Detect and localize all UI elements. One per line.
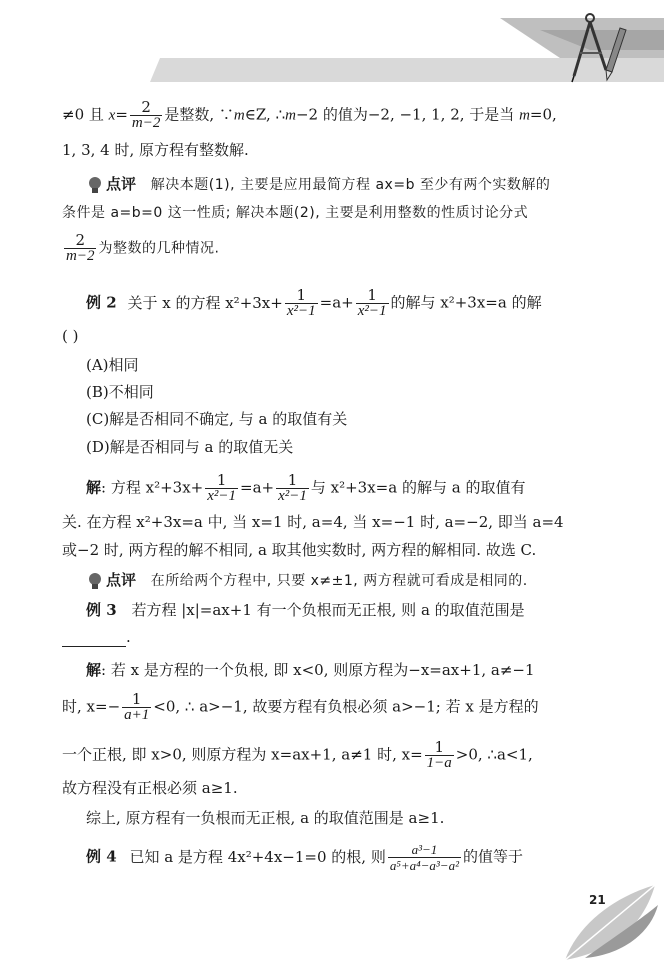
text-line: 1, 3, 4 时, 原方程有整数解. — [62, 141, 249, 159]
blank-line — [62, 632, 126, 647]
text-line: 一个正根, 即 x>0, 则原方程为 x=ax+1, a≠1 时, x= $\frac{1}{1-a}$ >0, ∴a<1, — [62, 738, 533, 771]
fraction: $\frac{1}{1-a}$ — [426, 738, 452, 771]
text-line: 故方程没有正根必须 a≥1. — [62, 779, 238, 797]
text-line: 关. 在方程 x²+3x=a 中, 当 x=1 时, a=4, 当 x=−1 时, a=−2, 即当 a=4 — [62, 513, 564, 531]
text-line: ≠0 且 x= $\frac{2}{m-2}$ 是整数, ∵m∈Z, ∴m−2 的值为−2, −1, 1, 2, 于是当 m=0, — [62, 98, 557, 131]
option-a: (A)相同 — [86, 356, 139, 374]
example-4: 例 4 已知 a 是方程 4x²+4x−1=0 的根, 则 $\frac{\text{a³−1}}{\text{a⁵+a⁴−a³−a²}}$ 的值等于 — [86, 842, 523, 873]
solution-2: 解: 方程 x²+3x+ $\frac{1}{\text{x²−1}}$ =a+ $\frac{1}{\text{x²−1}}$ 与 x²+3x=a 的解与 a 的取值有 — [86, 471, 526, 504]
compass-icon — [560, 8, 640, 83]
fraction: $\frac{1}{\text{x²−1}}$ — [357, 286, 387, 319]
page-number: 21 — [589, 893, 606, 907]
fraction: $\frac{\text{a³−1}}{\text{a⁵+a⁴−a³−a²}}$ — [389, 842, 459, 873]
answer-blank: . — [62, 627, 131, 647]
fraction: $\frac{2}{m-2}$ — [66, 231, 95, 264]
text-line: 综上, 原方程有一负根而无正根, a 的取值范围是 a≥1. — [86, 809, 445, 827]
solution-3: 解: 若 x 是方程的一个负根, 即 x<0, 则原方程为−x=ax+1, a≠−1 — [86, 661, 535, 679]
leaf-decoration — [560, 880, 660, 965]
lightbulb-icon — [86, 571, 104, 591]
lightbulb-icon — [86, 175, 104, 195]
fraction: $\frac{1}{\text{x²−1}}$ — [286, 286, 316, 319]
text-line: 或−2 时, 两方程的解不相同, a 取其他实数时, 两方程的解相同. 故选 C. — [62, 541, 537, 559]
option-c: (C)解是否相同不确定, 与 a 的取值有关 — [86, 410, 348, 428]
example-3: 例 3 若方程 |x|=ax+1 有一个负根而无正根, 则 a 的取值范围是 — [86, 601, 525, 619]
fraction: $\frac{1}{\text{x²−1}}$ — [207, 471, 236, 504]
example-2: 例 2 关于 x 的方程 x²+3x+ $\frac{1}{\text{x²−1}}$ =a+ $\frac{1}{\text{x²−1}}$ 的解与 x²+3x=a 的解 — [86, 286, 542, 319]
option-b: (B)不相同 — [86, 383, 154, 401]
fraction: $\frac{1}{\text{x²−1}}$ — [278, 471, 307, 504]
text-line: 时, x=− $\frac{1}{a+1}$ <0, ∴ a>−1, 故要方程有负根必须 a>−1; 若 x 是方程的 — [62, 690, 539, 723]
comment-text: $\frac{2}{m-2}$ 为整数的几种情况. — [66, 231, 220, 264]
option-d: (D)解是否相同与 a 的取值无关 — [86, 438, 294, 456]
answer-paren: ( ) — [62, 327, 79, 345]
fraction: $\frac{2}{m-2}$ — [131, 98, 161, 131]
comment-block: 点评 在所给两个方程中, 只要 x≠±1, 两方程就可看成是相同的. — [86, 570, 528, 591]
comment-text: 条件是 a=b=0 这一性质; 解决本题(2), 主要是利用整数的性质讨论分式 — [62, 205, 529, 221]
fraction: $\frac{1}{a+1}$ — [124, 690, 150, 723]
comment-block: 点评 解决本题(1), 主要是应用最简方程 ax=b 至少有两个实数解的 — [86, 174, 550, 195]
